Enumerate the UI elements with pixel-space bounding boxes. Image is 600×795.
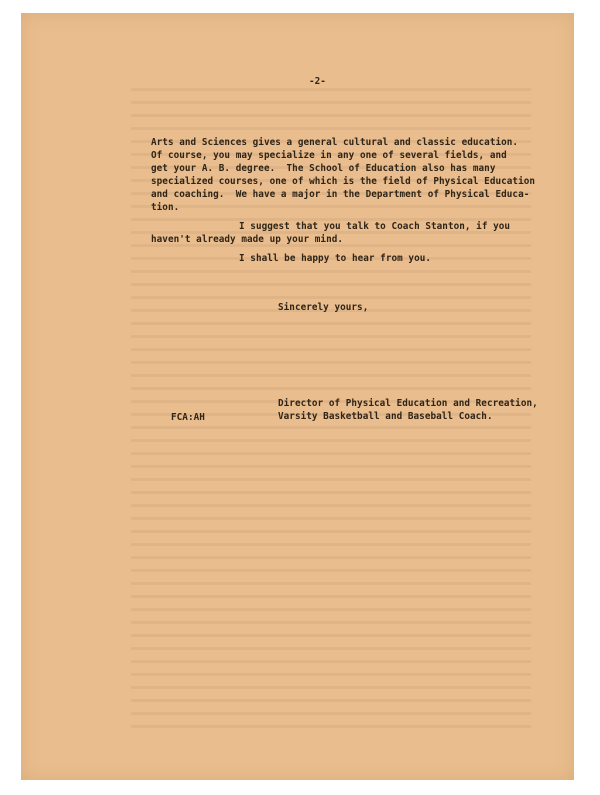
paragraph-2-line-2: haven't already made up your mind. [151,234,344,245]
paragraph-1-line-2: Of course, you may specialize in any one of several fields, and [151,150,507,161]
closing: Sincerely yours, [278,302,369,313]
paragraph-1-line-1: Arts and Sciences gives a general cultural and classic education. [151,137,519,148]
paragraph-2-line-1: I suggest that you talk to Coach Stanton, if you [239,221,511,232]
paragraph-1-line-3: get your A. B. degree. The School of Education also has many [151,163,496,174]
signer-title-line-2: Varsity Basketball and Baseball Coach. [278,411,493,422]
paragraph-1-line-5: and coaching. We have a major in the Department of Physical Educa- [151,189,530,200]
paragraph-1-line-4: specialized courses, one of which is the field of Physical Education [151,176,536,187]
paragraph-1-line-6: tion. [151,202,180,213]
signer-title-line-1: Director of Physical Education and Recreation, [278,398,538,409]
page-number: -2- [309,76,326,87]
letter-page [21,13,574,780]
paragraph-3: I shall be happy to hear from you. [239,253,432,264]
reference-initials: FCA:AH [171,412,205,423]
